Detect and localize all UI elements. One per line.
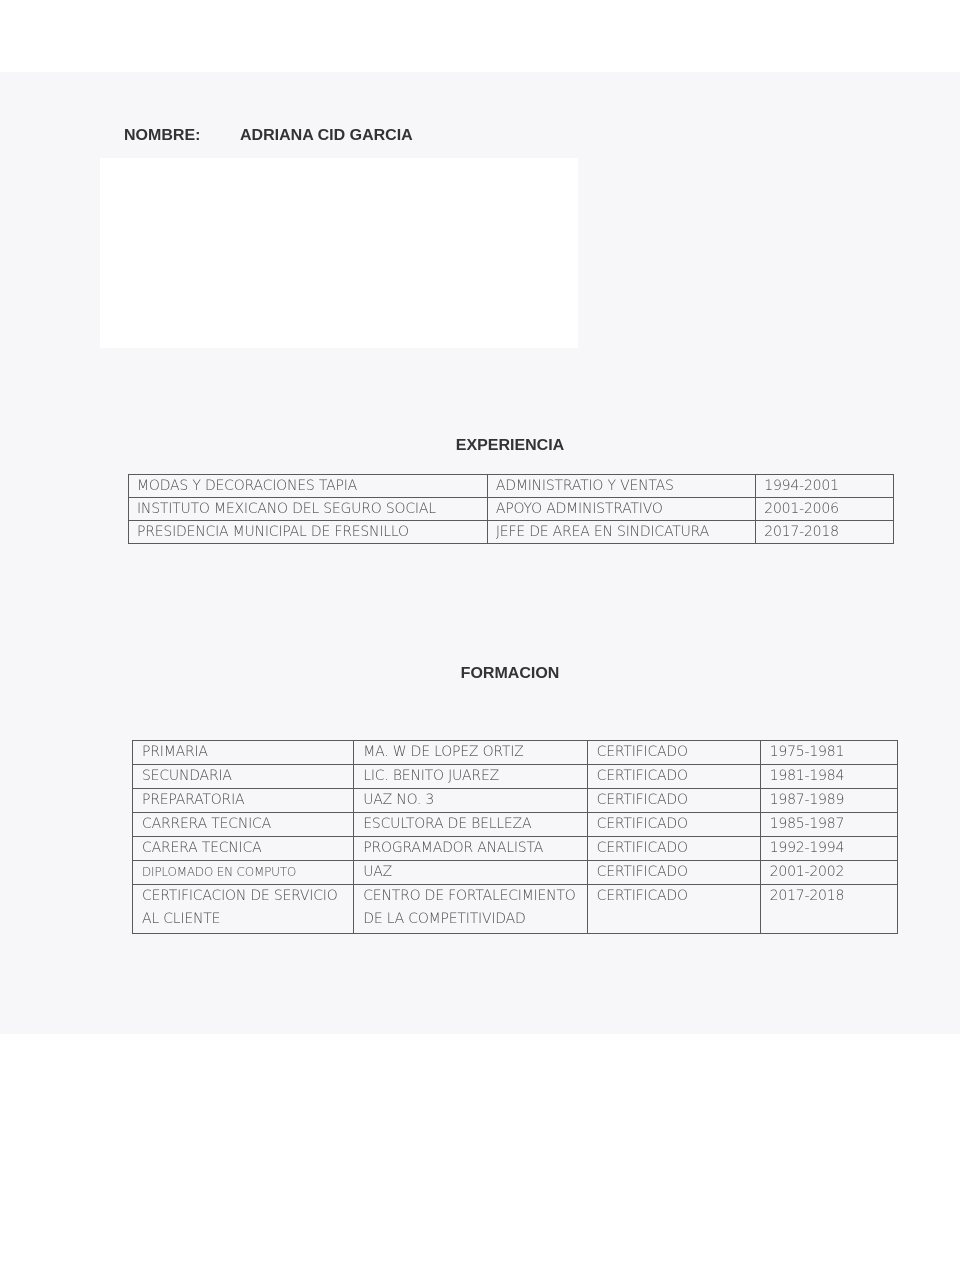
table-row [133, 741, 898, 765]
periodo-cell: 2017-2018 [760, 885, 897, 934]
table-row [129, 475, 894, 498]
experiencia-title: EXPERIENCIA [455, 437, 565, 454]
empresa-cell: MODAS Y DECORACIONES TAPIA [129, 475, 488, 498]
periodo-cell: 2017-2018 [756, 521, 894, 544]
institucion-cell: MA. W DE LOPEZ ORTIZ [354, 741, 587, 765]
periodo-cell: 1981-1984 [760, 765, 897, 789]
periodo-cell: 1975-1981 [760, 741, 897, 765]
institucion-cell: CENTRO DE FORTALECIMIENTO DE LA COMPETITIVIDAD [354, 885, 587, 934]
documento-cell: CERTIFICADO [587, 837, 760, 861]
nivel-cell: PREPARATORIA [133, 789, 354, 813]
table-row [133, 765, 898, 789]
table-row [133, 789, 898, 813]
nivel-cell: CARRERA TECNICA [133, 813, 354, 837]
periodo-cell: 2001-2002 [760, 861, 897, 885]
name-value: ADRIANA CID GARCIA [240, 127, 413, 144]
nivel-cell: CERTIFICACION DE SERVICIO AL CLIENTE [133, 885, 354, 934]
table-row [133, 837, 898, 861]
nivel-cell: SECUNDARIA [133, 765, 354, 789]
institucion-cell: UAZ NO. 3 [354, 789, 587, 813]
documento-cell: CERTIFICADO [587, 813, 760, 837]
periodo-cell: 1985-1987 [760, 813, 897, 837]
institucion-cell: ESCULTORA DE BELLEZA [354, 813, 587, 837]
puesto-cell: ADMINISTRATIO Y VENTAS [487, 475, 755, 498]
periodo-cell: 2001-2006 [756, 498, 894, 521]
nivel-cell: PRIMARIA [133, 741, 354, 765]
table-row [133, 813, 898, 837]
table-row [129, 521, 894, 544]
documento-cell: CERTIFICADO [587, 765, 760, 789]
documento-cell: CERTIFICADO [587, 861, 760, 885]
empresa-cell: PRESIDENCIA MUNICIPAL DE FRESNILLO [129, 521, 488, 544]
institucion-cell: UAZ [354, 861, 587, 885]
table-row [133, 885, 898, 934]
name-label: NOMBRE: [124, 127, 201, 144]
table-row [133, 861, 898, 885]
formacion-title: FORMACION [460, 665, 560, 682]
documento-cell: CERTIFICADO [587, 741, 760, 765]
periodo-cell: 1994-2001 [756, 475, 894, 498]
periodo-cell: 1987-1989 [760, 789, 897, 813]
institucion-cell: LIC. BENITO JUAREZ [354, 765, 587, 789]
documento-cell: CERTIFICADO [587, 885, 760, 934]
documento-cell: CERTIFICADO [587, 789, 760, 813]
redacted-area [100, 158, 578, 348]
table-row [129, 498, 894, 521]
nivel-cell: CARERA TECNICA [133, 837, 354, 861]
empresa-cell: INSTITUTO MEXICANO DEL SEGURO SOCIAL [129, 498, 488, 521]
periodo-cell: 1992-1994 [760, 837, 897, 861]
formacion-table [132, 740, 898, 934]
name-row [124, 127, 413, 145]
institucion-cell: PROGRAMADOR ANALISTA [354, 837, 587, 861]
puesto-cell: APOYO ADMINISTRATIVO [487, 498, 755, 521]
nivel-cell: DIPLOMADO EN COMPUTO [133, 861, 354, 885]
experiencia-table [128, 474, 894, 544]
puesto-cell: JEFE DE AREA EN SINDICATURA [487, 521, 755, 544]
